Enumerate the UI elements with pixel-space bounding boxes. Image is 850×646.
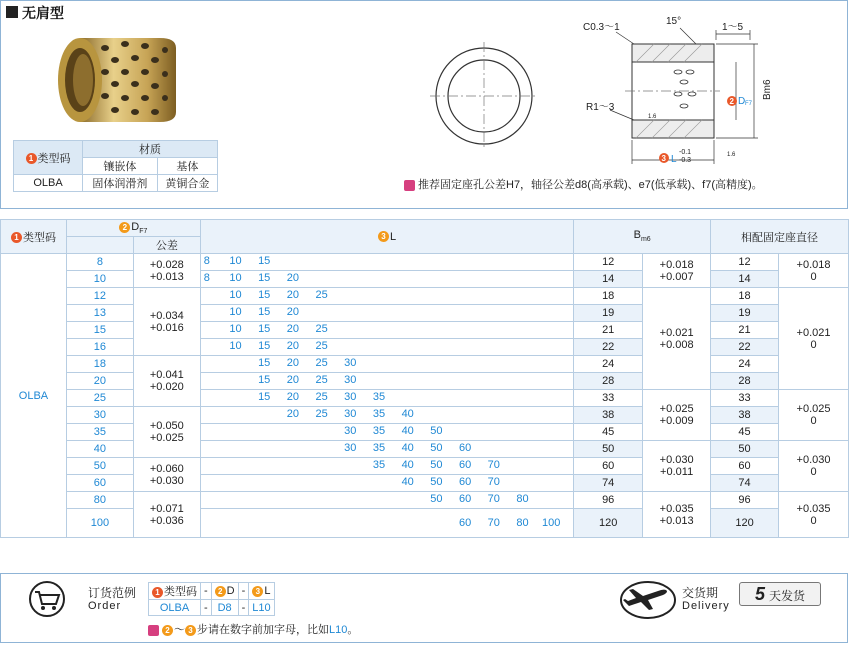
l-values-cell — [200, 424, 573, 441]
b-cell: 96 — [574, 492, 643, 509]
l-value: 10 — [229, 323, 242, 335]
b-cell: 60 — [574, 458, 643, 475]
table-row — [1, 322, 849, 339]
l-values-cell — [200, 373, 573, 390]
d-tolerance-cell: +0.050 +0.025 — [133, 407, 200, 458]
delivery-badge: 5 天发货 — [739, 582, 821, 606]
d-cell: 18 — [66, 356, 133, 373]
l-value: 35 — [372, 391, 386, 403]
l-value: 15 — [258, 340, 271, 352]
type-cell: OLBA — [1, 254, 67, 538]
b-tolerance-cell: +0.030 +0.011 — [643, 441, 711, 492]
l-value: 20 — [286, 272, 300, 284]
l-value: 50 — [430, 442, 443, 454]
l-value: 50 — [430, 493, 443, 505]
seat-cell: 96 — [711, 492, 779, 509]
l-value: 15 — [258, 289, 271, 301]
page-title: 无肩型 — [22, 5, 64, 21]
b-cell: 22 — [574, 339, 643, 356]
l-value: 20 — [286, 306, 300, 318]
order-h-d: 2 D — [211, 583, 238, 600]
seat-cell: 21 — [711, 322, 779, 339]
l-value: 20 — [286, 374, 300, 386]
chamfer-label: C0.3～1 — [583, 22, 620, 33]
seat-cell: 24 — [711, 356, 779, 373]
b-cell: 24 — [574, 356, 643, 373]
l-value: 30 — [344, 357, 357, 369]
l-value: 60 — [458, 517, 472, 529]
b-cell: 21 — [574, 322, 643, 339]
d-tolerance-header: 公差 — [133, 237, 200, 254]
l-value: 20 — [286, 323, 300, 335]
l-label: L — [671, 154, 677, 165]
l-value: 60 — [458, 459, 472, 471]
l-value: 40 — [401, 442, 414, 454]
d-tolerance-cell: +0.034 +0.016 — [133, 288, 200, 356]
seat-tolerance-cell: +0.030 0 — [779, 441, 849, 492]
seat-cell: 19 — [711, 305, 779, 322]
l-value: 40 — [401, 425, 414, 437]
seat-tolerance-cell: +0.025 0 — [779, 390, 849, 441]
seat-cell: 45 — [711, 424, 779, 441]
order-h-type: 1 类型码 — [149, 583, 201, 600]
l-tol-upper: -0.1 — [679, 149, 692, 156]
l-value: 80 — [516, 517, 529, 529]
seat-cell: 120 — [711, 509, 779, 538]
seat-tolerance-cell: +0.018 0 — [779, 254, 849, 288]
l-value: 40 — [401, 459, 414, 471]
table-row — [1, 441, 849, 458]
length-range-label: 1～5 — [722, 22, 744, 33]
l-value: 30 — [344, 391, 357, 403]
b-tolerance-cell: +0.035 +0.013 — [643, 492, 711, 538]
d-cell: 80 — [66, 492, 133, 509]
seat-cell: 28 — [711, 373, 779, 390]
mat-base-value: 黄铜合金 — [157, 175, 217, 192]
d-tolerance-cell: +0.071 +0.036 — [133, 492, 200, 538]
l-value: 35 — [372, 459, 386, 471]
mat-material-header: 材质 — [83, 141, 218, 158]
angle-label: 15° — [666, 16, 682, 27]
l-values-cell — [200, 509, 573, 538]
l-value: 50 — [430, 476, 443, 488]
l-tol-lower: -0.3 — [679, 157, 692, 164]
shopping-cart-icon — [26, 581, 68, 617]
b-cell: 19 — [574, 305, 643, 322]
b-cell: 50 — [574, 441, 643, 458]
airplane-icon — [619, 580, 677, 620]
order-label-en: Order — [88, 600, 122, 612]
l-value: 30 — [344, 374, 357, 386]
d-cell: 50 — [66, 458, 133, 475]
l-value: 10 — [229, 306, 242, 318]
l-value: 50 — [430, 425, 443, 437]
l-value: 25 — [315, 374, 328, 386]
l-value: 15 — [258, 255, 271, 267]
l-value: 10 — [229, 340, 242, 352]
material-table — [13, 140, 218, 192]
d-cell: 35 — [66, 424, 133, 441]
l-value: 70 — [487, 459, 500, 471]
d-cell: 60 — [66, 475, 133, 492]
l-value: 60 — [458, 476, 472, 488]
b-header: $B_{m6}$ — [574, 220, 711, 254]
l-value: 10 — [229, 289, 242, 301]
table-row — [1, 356, 849, 373]
radius-label: R1～3 — [586, 102, 615, 113]
d-cell: 16 — [66, 339, 133, 356]
l-value: 30 — [344, 425, 357, 437]
roughness-label-1: 1.6 — [648, 114, 657, 120]
d-cell: 13 — [66, 305, 133, 322]
order-h-l: 3 L — [249, 583, 274, 600]
l-values-cell — [200, 305, 573, 322]
l-value: 25 — [315, 391, 328, 403]
b-cell: 38 — [574, 407, 643, 424]
d-cell: 30 — [66, 407, 133, 424]
spec-table — [0, 219, 849, 538]
l-value: 15 — [258, 357, 271, 369]
d-cell: 10 — [66, 271, 133, 288]
mat-base-header: 基体 — [157, 158, 217, 175]
b-cell: 12 — [574, 254, 643, 271]
l-values-cell — [200, 288, 573, 305]
l-value: 40 — [401, 476, 414, 488]
l-values-cell — [200, 322, 573, 339]
l-value: 8 — [203, 272, 210, 284]
d-cell: 40 — [66, 441, 133, 458]
d-tolerance-cell: +0.041 +0.020 — [133, 356, 200, 407]
note-pin-icon — [148, 625, 159, 636]
l-value: 15 — [258, 272, 271, 284]
l-value: 20 — [286, 357, 300, 369]
b-cell: 28 — [574, 373, 643, 390]
l-value: 20 — [286, 289, 300, 301]
mat-type-header: 1 类型码 — [14, 141, 83, 175]
l-value: 25 — [315, 357, 328, 369]
seat-cell: 33 — [711, 390, 779, 407]
table-row — [1, 373, 849, 390]
l-value: 25 — [315, 340, 328, 352]
delivery-label-en: Delivery — [682, 600, 730, 612]
table-row — [1, 271, 849, 288]
roughness-label-2: 1.6 — [727, 152, 736, 158]
l-values-cell — [200, 492, 573, 509]
l-value: 25 — [315, 408, 328, 420]
l-value: 15 — [258, 306, 271, 318]
table-row — [1, 390, 849, 407]
order-v-d: D8 — [211, 600, 238, 616]
seat-tolerance-cell: +0.021 0 — [779, 288, 849, 390]
d-header: 2 $D_{F7}$ — [66, 220, 200, 237]
svg-text:2: 2 — [729, 97, 734, 106]
b-cell: 33 — [574, 390, 643, 407]
b-cell: 18 — [574, 288, 643, 305]
l-value: 10 — [229, 272, 242, 284]
b-tolerance-cell: +0.025 +0.009 — [643, 390, 711, 441]
note-pin-icon — [404, 180, 415, 191]
seat-cell: 60 — [711, 458, 779, 475]
seat-header: 相配固定座直径 — [711, 220, 849, 254]
table-row — [1, 475, 849, 492]
seat-cell: 74 — [711, 475, 779, 492]
seat-cell: 22 — [711, 339, 779, 356]
l-value: 15 — [258, 391, 271, 403]
l-header: 3 L — [200, 220, 573, 254]
bushing-photo-icon — [50, 26, 190, 132]
type-header: 1 类型码 — [1, 220, 67, 254]
l-value: 70 — [487, 517, 500, 529]
order-example-table: 1 类型码 - 2 D - 3 L OLBA - D8 - L10 — [148, 582, 275, 616]
l-value: 25 — [315, 323, 328, 335]
d-label: D — [738, 96, 746, 107]
l-value: 15 — [258, 374, 271, 386]
l-values-cell — [200, 441, 573, 458]
seat-tolerance-cell: +0.035 0 — [779, 492, 849, 538]
l-value: 35 — [372, 408, 386, 420]
table-row — [1, 424, 849, 441]
l-value: 8 — [203, 255, 210, 267]
b-cell: 45 — [574, 424, 643, 441]
b-label: Bm6 — [762, 79, 773, 100]
l-value: 20 — [286, 408, 300, 420]
table-row — [1, 339, 849, 356]
table-row — [1, 492, 849, 509]
table-row — [1, 305, 849, 322]
l-value: 40 — [401, 408, 414, 420]
delivery-label: 交货期 — [682, 586, 719, 600]
l-values-cell — [200, 254, 573, 271]
l-value: 20 — [286, 391, 300, 403]
l-values-cell — [200, 458, 573, 475]
tolerance-note: 推荐固定座孔公差H7，轴径公差d8(高承载)、e7(低承载)、f7(高精度)。 — [404, 176, 763, 192]
seat-cell: 50 — [711, 441, 779, 458]
mat-insert-value: 固体润滑剂 — [83, 175, 158, 192]
seat-cell: 14 — [711, 271, 779, 288]
table-row — [1, 254, 849, 271]
seat-cell: 12 — [711, 254, 779, 271]
order-label: 订货范例 — [88, 586, 137, 600]
l-value: 30 — [344, 442, 357, 454]
d-cell: 100 — [66, 509, 133, 538]
order-v-l: L10 — [249, 600, 274, 616]
seat-cell: 18 — [711, 288, 779, 305]
d-tolerance-cell: +0.060 +0.030 — [133, 458, 200, 492]
l-value: 15 — [258, 323, 271, 335]
l-value: 30 — [344, 408, 357, 420]
d-sub-label: F7 — [745, 101, 753, 107]
d-cell: 12 — [66, 288, 133, 305]
l-value: 70 — [487, 493, 500, 505]
d-tolerance-cell: +0.028 +0.013 — [133, 254, 200, 288]
bushing-technical-drawing — [420, 10, 820, 180]
l-value: 50 — [430, 459, 443, 471]
l-value: 70 — [487, 476, 500, 488]
order-note: 2 ～ 3 步请在数字前加字母，比如L10。 — [148, 621, 358, 637]
l-value: 100 — [542, 517, 561, 529]
b-tolerance-cell: +0.021 +0.008 — [643, 288, 711, 390]
l-values-cell — [200, 339, 573, 356]
l-value: 25 — [315, 289, 328, 301]
l-values-cell — [200, 407, 573, 424]
l-value: 60 — [458, 442, 472, 454]
l-value: 60 — [458, 493, 472, 505]
order-v-type: OLBA — [149, 600, 201, 616]
mat-type-value: OLBA — [14, 175, 83, 192]
mat-insert-header: 镶嵌体 — [83, 158, 158, 175]
d-cell: 8 — [66, 254, 133, 271]
b-cell: 120 — [574, 509, 643, 538]
b-cell: 74 — [574, 475, 643, 492]
l-value: 20 — [286, 340, 300, 352]
d-cell: 20 — [66, 373, 133, 390]
l-value: 10 — [229, 255, 242, 267]
d-cell: 15 — [66, 322, 133, 339]
table-row — [1, 509, 849, 538]
seat-cell: 38 — [711, 407, 779, 424]
table-row — [1, 407, 849, 424]
title-square-icon — [6, 6, 18, 18]
l-value: 35 — [372, 442, 386, 454]
l-value: 80 — [516, 493, 529, 505]
b-cell: 14 — [574, 271, 643, 288]
l-values-cell — [200, 390, 573, 407]
table-row — [1, 458, 849, 475]
l-values-cell — [200, 356, 573, 373]
table-row — [1, 288, 849, 305]
l-values-cell — [200, 271, 573, 288]
l-values-cell — [200, 475, 573, 492]
svg-text:3: 3 — [661, 154, 666, 163]
b-tolerance-cell: +0.018 +0.007 — [643, 254, 711, 288]
d-cell: 25 — [66, 390, 133, 407]
l-value: 35 — [372, 425, 386, 437]
